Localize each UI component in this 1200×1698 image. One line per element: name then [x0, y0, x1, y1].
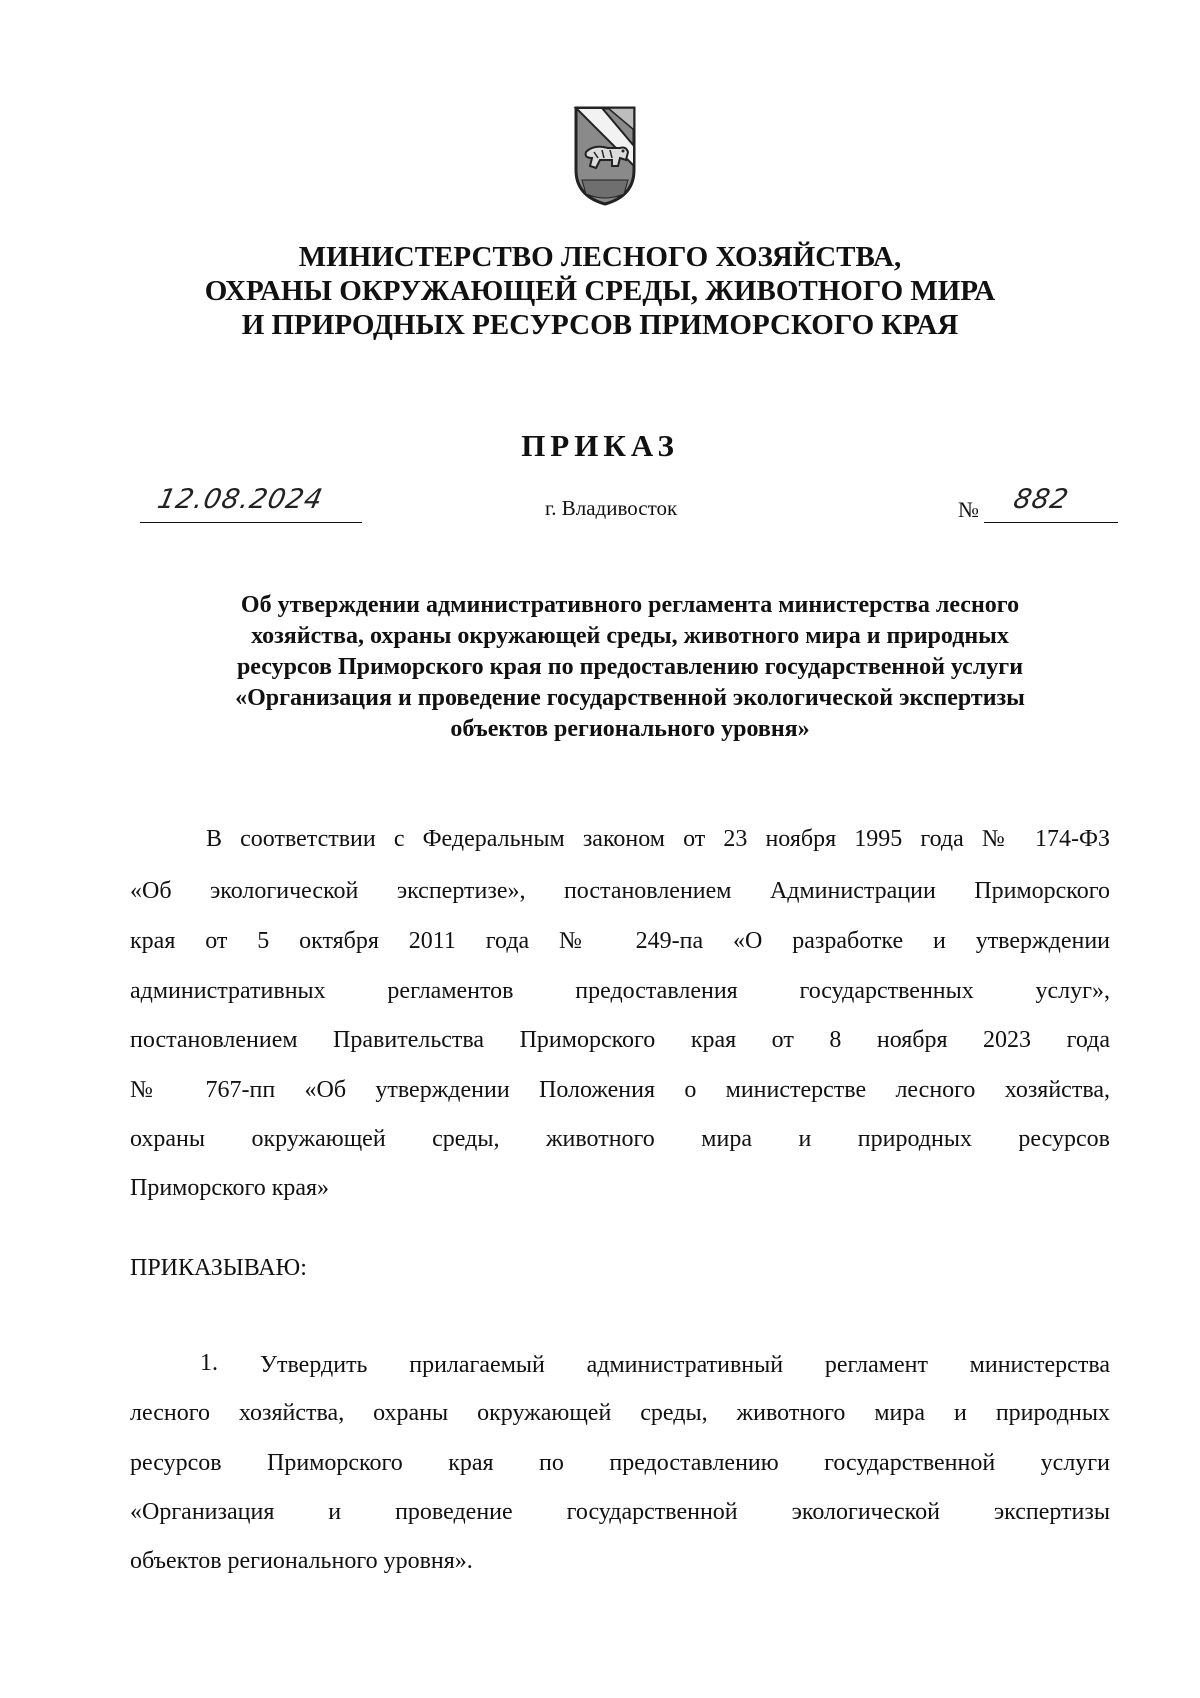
- subject-line: Об утверждении административного регламента министерства лесного: [240, 592, 1020, 618]
- coat-of-arms-emblem: [572, 100, 638, 212]
- number-underline: [984, 484, 1118, 523]
- handwritten-date: 12.08.2024: [154, 484, 326, 515]
- city-label: г. Владивосток: [545, 496, 678, 520]
- date-field: [140, 484, 362, 523]
- preamble-line: края от 5 октября 2011 года № 249-па «О разработке и утверждении: [130, 928, 1110, 954]
- ministry-line: ОХРАНЫ ОКРУЖАЮЩЕЙ СРЕДЫ, ЖИВОТНОГО МИРА: [204, 275, 996, 307]
- item-line: «Организация и проведение государственной экологической экспертизы: [130, 1499, 1110, 1525]
- preamble-line: В соответствии с Федеральным законом от 23 ноября 1995 года № 174-ФЗ: [206, 826, 1110, 852]
- preamble-line: административных регламентов предоставления государственных услуг»,: [130, 978, 1110, 1004]
- order-subject: [140, 590, 1120, 745]
- order-directive: ПРИКАЗЫВАЮ:: [130, 1255, 307, 1281]
- ministry-name: [160, 240, 1040, 342]
- subject-line: хозяйства, охраны окружающей среды, животного мира и природных: [251, 623, 1009, 649]
- document-number-field: [958, 484, 1118, 522]
- preamble-line: охраны окружающей среды, животного мира и природных ресурсов: [130, 1126, 1110, 1152]
- item-line: объектов регионального уровня».: [130, 1548, 473, 1574]
- number-sign: №: [958, 497, 979, 522]
- subject-line: объектов регионального уровня»: [450, 716, 810, 742]
- preamble-line: «Об экологической экспертизе», постановлением Администрации Приморского: [130, 878, 1110, 904]
- subject-line: «Организация и проведение государственной экологической экспертизы: [235, 685, 1025, 711]
- item-line: Утвердить прилагаемый административный регламент министерства: [260, 1352, 1110, 1378]
- ministry-line: МИНИСТЕРСТВО ЛЕСНОГО ХОЗЯЙСТВА,: [298, 241, 902, 273]
- preamble-line: Приморского края»: [130, 1175, 330, 1201]
- document-type-title: ПРИКАЗ: [521, 428, 679, 463]
- item-line: лесного хозяйства, охраны окружающей среды, животного мира и природных: [130, 1400, 1110, 1426]
- item-number: 1.: [200, 1350, 218, 1376]
- handwritten-number: 882: [1010, 484, 1072, 515]
- preamble-line: постановлением Правительства Приморского края от 8 ноября 2023 года: [130, 1027, 1110, 1053]
- subject-line: ресурсов Приморского края по предоставлению государственной услуги: [236, 654, 1024, 680]
- item-line: ресурсов Приморского края по предоставлению государственной услуги: [130, 1450, 1110, 1476]
- ministry-line: И ПРИРОДНЫХ РЕСУРСОВ ПРИМОРСКОГО КРАЯ: [241, 309, 959, 341]
- preamble-line: № 767-пп «Об утверждении Положения о министерстве лесного хозяйства,: [130, 1077, 1110, 1103]
